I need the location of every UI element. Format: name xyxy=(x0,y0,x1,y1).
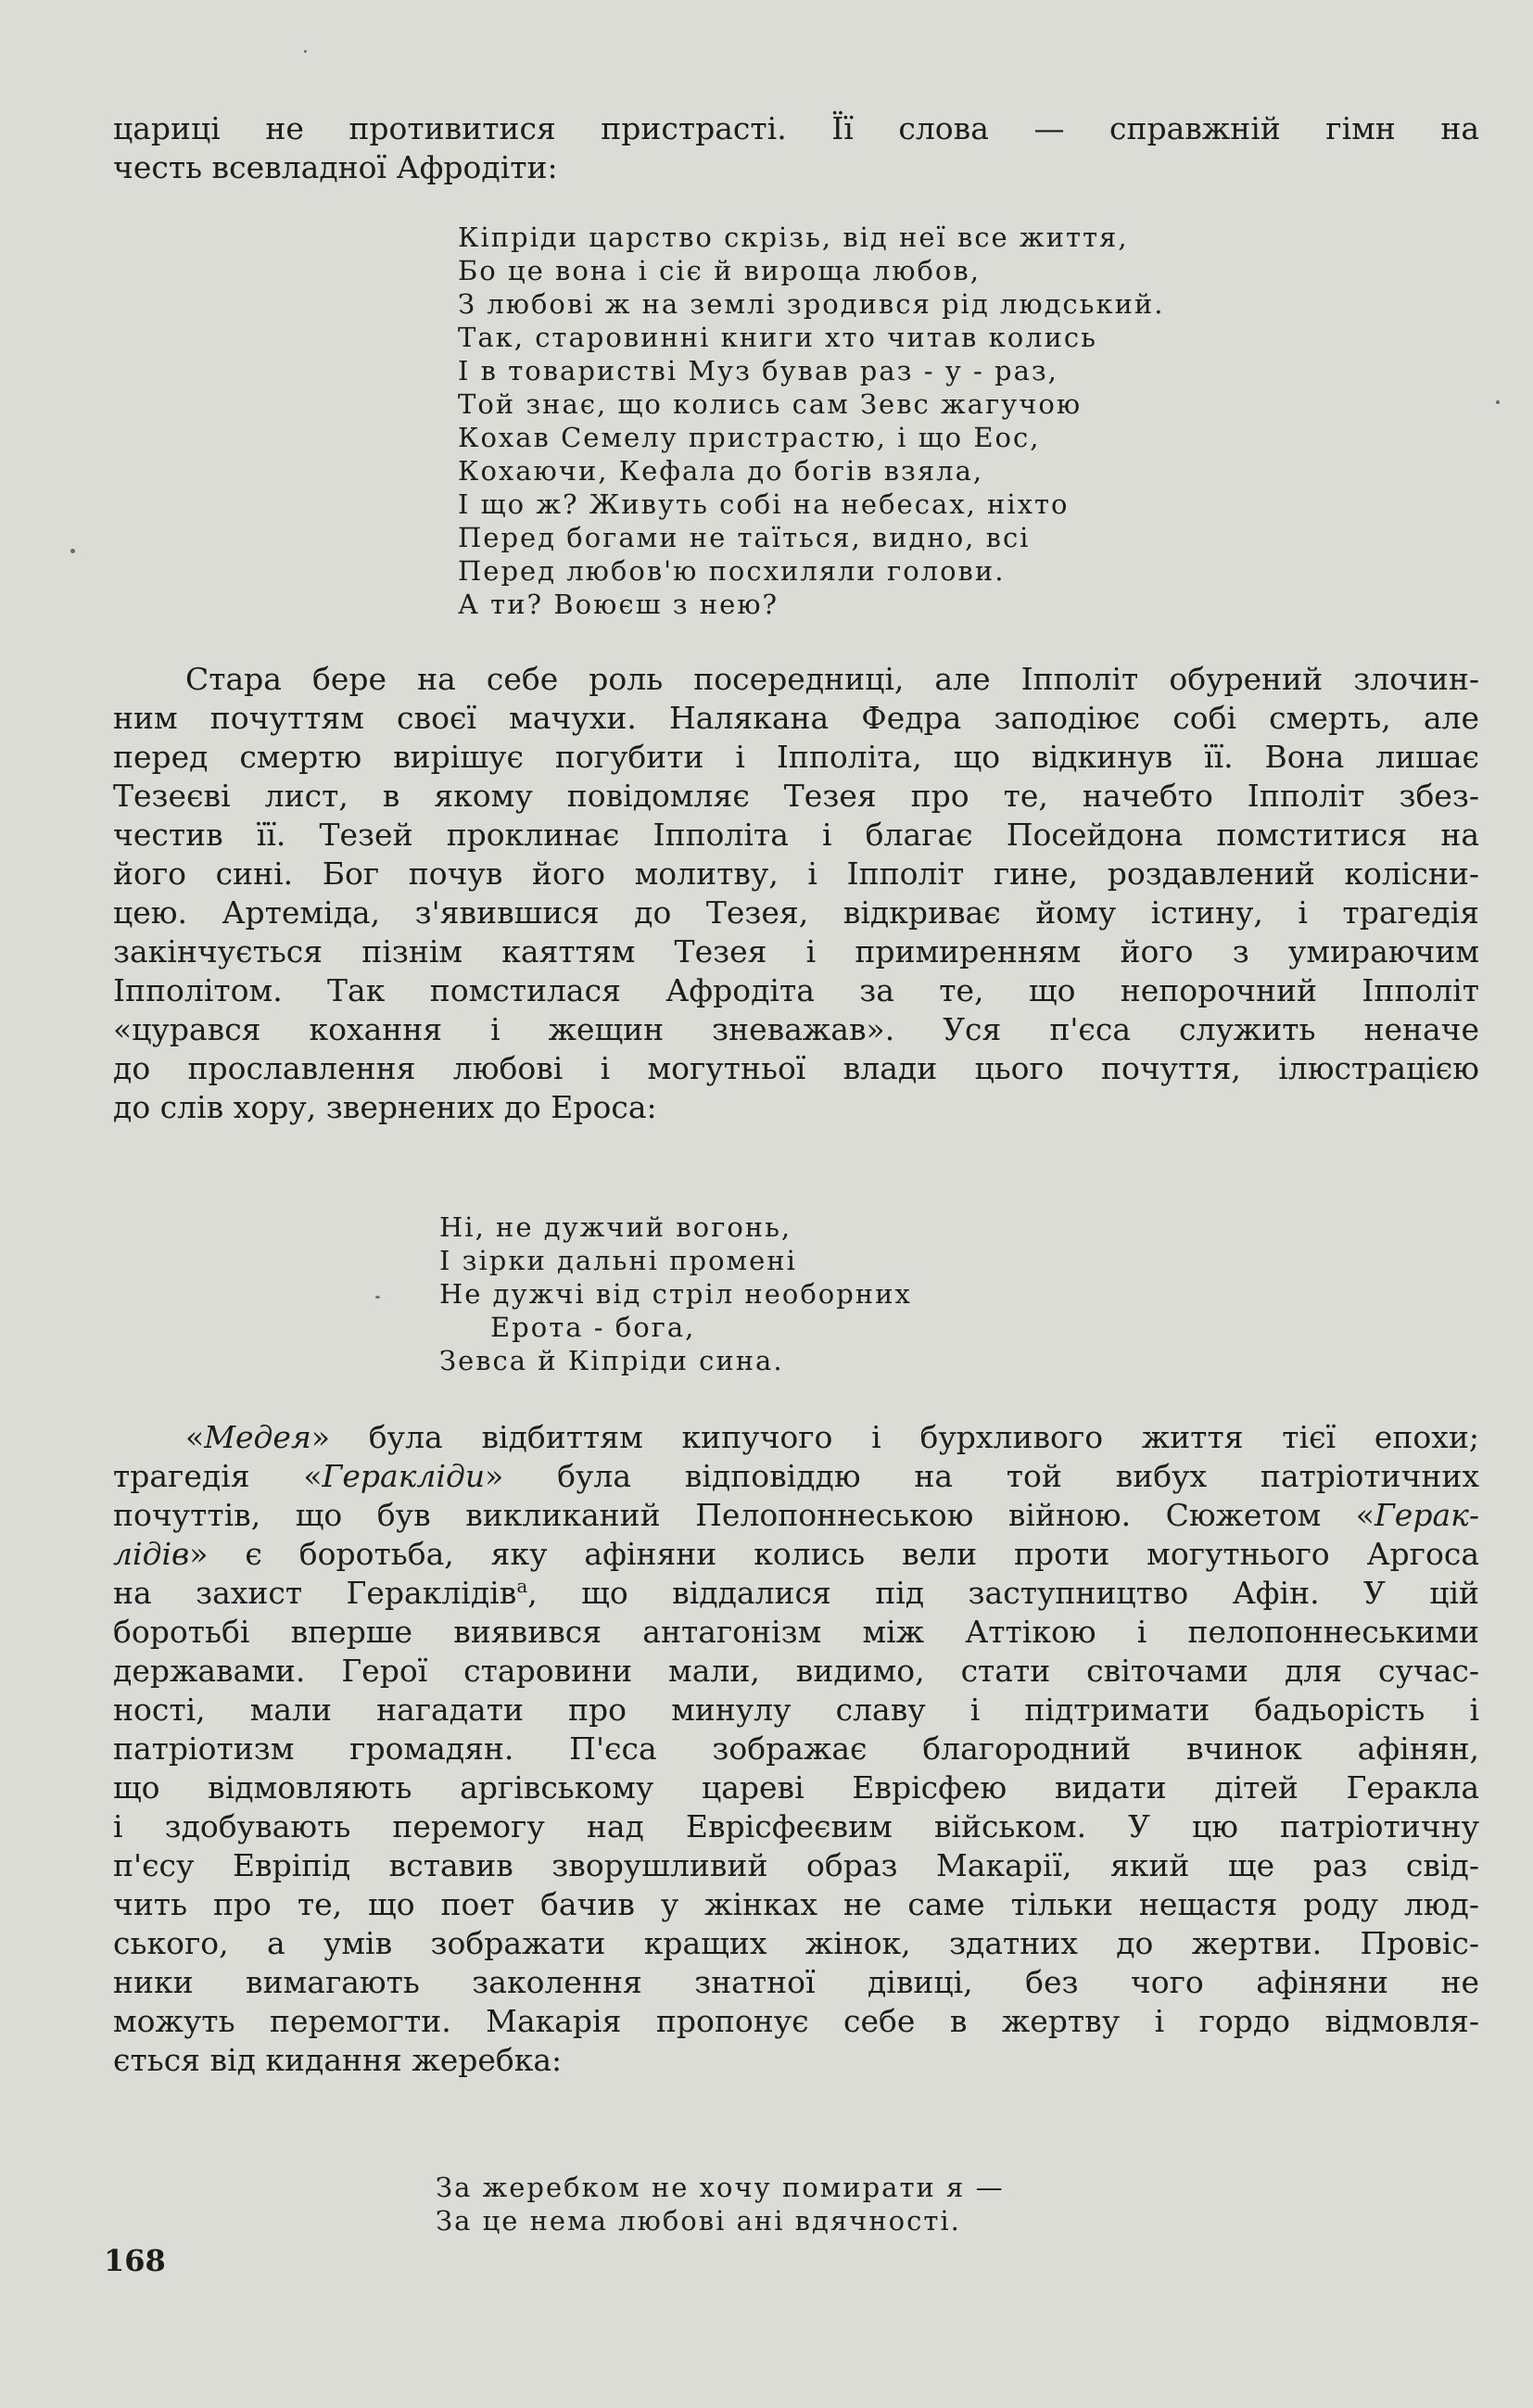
verse-line: Так, старовинні книги хто читав колись xyxy=(458,322,1097,353)
paragraph-2 xyxy=(113,660,1479,1127)
text-fragment: трагедія « xyxy=(113,1458,323,1494)
verse-line: Кіпріди царство скрізь, від неї все життя, xyxy=(458,222,1129,253)
verse-line: І в товаристві Муз бував раз - у - раз, xyxy=(458,355,1058,387)
verse-line: Ерота - бога, xyxy=(490,1312,696,1343)
text-line: ники вимагають заколення знатної дівиці, без чого афіняни не xyxy=(113,1964,1479,2000)
scan-speck xyxy=(304,50,307,53)
verse-line: Ні, не дужчий вогонь, xyxy=(439,1211,792,1243)
text-line: до прославлення любові і могутньої влади цього почуття, ілюстрацією xyxy=(113,1050,1479,1086)
text-line: цариці не противитися пристрасті. Її слова — справжній гімн на xyxy=(113,110,1479,146)
text-line: п'єсу Евріпід вставив зворушливий образ Макарії, який ще раз свід- xyxy=(113,1847,1479,1883)
text-line: що відмовляють аргівському цареві Еврісфею видати дітей Геракла xyxy=(113,1769,1479,1806)
text-line: ності, мали нагадати про минулу славу і підтримати бадьорість і xyxy=(113,1692,1479,1728)
text-line: боротьбі вперше виявився антагонізм між Аттікою і пелопоннеськими xyxy=(113,1614,1479,1650)
title-heraclidae-part1: Герак- xyxy=(1374,1497,1479,1533)
text-line xyxy=(113,1457,1479,1496)
text-line: честь всевладної Афродіти: xyxy=(113,149,558,185)
verse-line: Кохав Семелу пристрастю, і що Еос, xyxy=(458,422,1041,453)
footnote-marker: а xyxy=(516,1575,528,1597)
verse-quote-1 xyxy=(458,221,1385,621)
text-line: «Медея» була відбиттям кипучого і бурхливого життя тієї епохи; xyxy=(185,1419,1479,1455)
text-line xyxy=(113,1535,1479,1574)
verse-line: З любові ж на землі зродився рід людський. xyxy=(458,288,1165,320)
verse-line: А ти? Воюєш з нею? xyxy=(458,589,779,620)
verse-line: Бо це вона і сіє й вироща любов, xyxy=(458,255,981,286)
title-heraclidae-part2: лідів xyxy=(113,1536,190,1572)
text-line: Тезеєві лист, в якому повідомляє Тезея про те, начебто Іпполіт збез- xyxy=(113,778,1479,814)
scan-speck xyxy=(1496,400,1500,404)
text-line: і здобувають перемогу над Еврісфеєвим військом. У цю патріотичну xyxy=(113,1808,1479,1844)
verse-line: І зірки дальні промені xyxy=(439,1245,797,1276)
text-fragment: » була відповіддю на той вибух патріотичних xyxy=(485,1458,1479,1494)
text-line: державами. Герої старовини мали, видимо, стати світочами для сучас- xyxy=(113,1653,1479,1689)
scan-speck xyxy=(375,1296,380,1299)
text-line: Іпполітом. Так помстилася Афродіта за те, що непорочний Іпполіт xyxy=(113,972,1479,1008)
page-number: 168 xyxy=(104,2243,166,2278)
verse-line: Перед богами не таїться, видно, всі xyxy=(458,522,1031,553)
scan-speck xyxy=(70,549,75,553)
paragraph-1 xyxy=(113,109,1479,187)
verse-line: Не дужчі від стріл необорних xyxy=(439,1278,912,1310)
text-line: до слів хору, звернених до Ероса: xyxy=(113,1089,657,1125)
verse-line: За жеребком не хочу помирати я — xyxy=(436,2172,1005,2203)
text-fragment: , що віддалися під заступництво Афін. У цій xyxy=(527,1575,1480,1611)
text-line xyxy=(113,1574,1479,1613)
text-line: Стара бере на себе роль посередниці, але Іпполіт обурений злочин- xyxy=(185,661,1479,697)
verse-line: І що ж? Живуть собі на небесах, ніхто xyxy=(458,488,1070,520)
verse-quote-2 xyxy=(439,1210,1366,1377)
text-fragment: була відбиттям кипучого і бурхливого життя тієї епохи; xyxy=(330,1419,1479,1455)
verse-line: За це нема любові ані вдячності. xyxy=(436,2205,961,2237)
text-line xyxy=(113,1496,1479,1535)
text-line: закінчується пізнім каяттям Тезея і примиренням його з умираючим xyxy=(113,933,1479,970)
text-line: цею. Артеміда, з'явившися до Тезея, відкриває йому істину, і трагедія xyxy=(113,894,1479,931)
title-medea: Медея xyxy=(204,1419,311,1455)
text-line: можуть перемогти. Макарія пропонує себе в жертву і гордо відмовля- xyxy=(113,2003,1479,2039)
verse-line: Той знає, що колись сам Зевс жагучою xyxy=(458,388,1083,420)
text-fragment: » є боротьба, яку афіняни колись вели проти могутнього Аргоса xyxy=(189,1536,1479,1572)
text-line: перед смертю вирішує погубити і Іпполіта, що відкинув її. Вона лишає xyxy=(113,739,1479,775)
text-line: його сині. Бог почув його молитву, і Іпполіт гине, роздавлений колісни- xyxy=(113,855,1479,892)
text-line: ється від кидання жеребка: xyxy=(113,2042,563,2078)
verse-line: Перед любов'ю посхиляли голови. xyxy=(458,555,1006,587)
verse-line: Зевса й Кіпріди сина. xyxy=(439,1345,784,1376)
text-line: «цурався кохання і жещин зневажав». Уся п'єса служить неначе xyxy=(113,1011,1479,1047)
title-heraclidae: Геракліди xyxy=(322,1458,486,1494)
text-line: патріотизм громадян. П'єса зображає благородний вчинок афінян, xyxy=(113,1730,1479,1767)
verse-line: Кохаючи, Кефала до богів взяла, xyxy=(458,455,984,487)
text-line: честив її. Тезей проклинає Іпполіта і благає Посейдона помститися на xyxy=(113,817,1479,853)
text-line: ним почуттям своєї мачухи. Налякана Федра заподіює собі смерть, але xyxy=(113,700,1479,736)
text-fragment: на захист Гераклідів xyxy=(113,1575,517,1611)
verse-quote-3 xyxy=(436,2171,1362,2237)
paragraph-3 xyxy=(113,1418,1479,2080)
text-line: ського, а умів зображати кращих жінок, здатних до жертви. Провіс- xyxy=(113,1925,1479,1961)
text-fragment: почуттів, що був викликаний Пелопоннеською війною. Сюжетом « xyxy=(113,1497,1375,1533)
text-line: чить про те, що поет бачив у жінках не саме тільки нещастя роду люд- xyxy=(113,1886,1479,1922)
